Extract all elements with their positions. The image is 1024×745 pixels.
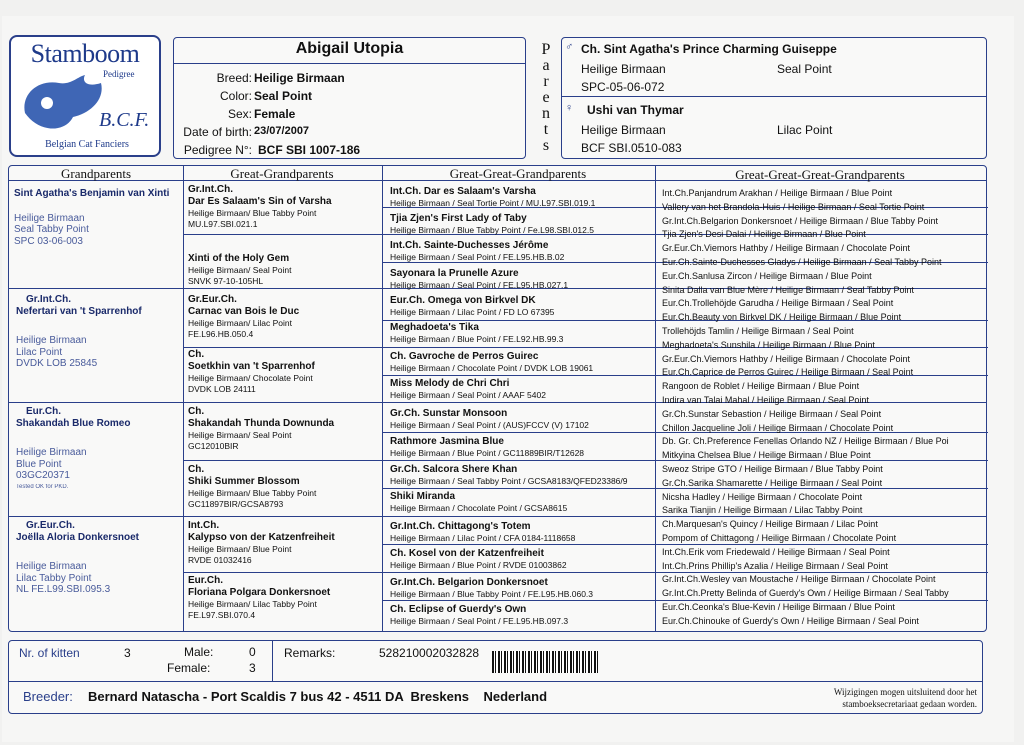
sire-breed: Heilige Birmaan xyxy=(581,62,666,76)
dam-color: Lilac Point xyxy=(777,123,833,137)
breed-value: Heilige Birmaan xyxy=(254,71,345,85)
ggp-name: Shakandah Thunda Downunda xyxy=(188,418,335,429)
parents-letter: P xyxy=(541,41,551,58)
sire-name: Ch. Sint Agatha's Prince Charming Guiseppe xyxy=(581,42,837,56)
ggg-entry: Eur.Ch.Beauty von Birkvel DK / Heilige Birmaan / Blue Point xyxy=(662,312,902,323)
ggp-title: Eur.Ch. xyxy=(188,575,224,586)
gggp-desc: Heilige Birmaan / Lilac Point / CFA 0184-1118658 xyxy=(390,533,576,543)
great-great-grandparents-header: Great-Great-Grandparents xyxy=(449,166,587,181)
ggg-entry: Eur.Ch.Sainte-Duchesses Gladys / Heilige Birmaan / Seal Tabby Point xyxy=(662,256,942,267)
ggg-entry: Eur.Ch.Trollehöjde Garudha / Heilige Birmaan / Seal Point xyxy=(662,298,894,309)
ggg-entry: Chillon Jacqueline Joli / Heilige Birmaan / Chocolate Point xyxy=(662,422,894,433)
pedigree-no-value: BCF SBI 1007-186 xyxy=(258,143,361,157)
breed-label: Breed: xyxy=(216,71,252,85)
ggp-name: Soetkhin van 't Sparrenhof xyxy=(188,361,315,372)
female-symbol-icon: ♀ xyxy=(565,102,574,114)
change-notice-line: stamboeksecretariaat gedaan worden. xyxy=(842,699,977,709)
gp-breed: Heilige Birmaan xyxy=(16,335,87,346)
ggp-title: Int.Ch. xyxy=(188,520,220,531)
ggp-cell xyxy=(188,294,378,340)
gggp-name: Ch. Eclipse of Guerdy's Own xyxy=(390,604,527,615)
ggp-reg: GC11897BIR/GCSA8793 xyxy=(188,499,284,509)
ggg-entry: Indira van Talai Mahal / Heilige Birmaan / Seal Point xyxy=(662,394,869,405)
ggp-name: Shiki Summer Blossom xyxy=(188,476,300,487)
ggp-cell xyxy=(188,253,378,287)
gggp-cell xyxy=(390,351,652,374)
ggp-name: Xinti of the Holy Gem xyxy=(188,253,290,264)
gggp-cell xyxy=(390,268,652,291)
remarks-label: Remarks: xyxy=(284,646,336,660)
gp-color: Seal Tabby Point xyxy=(14,224,89,235)
gggp-desc: Heilige Birmaan / Seal Point / AAAF 5402 xyxy=(390,390,546,400)
parents-letter: s xyxy=(542,137,550,154)
ggg-entry: Db. Gr. Ch.Preference Fenellas Orlando NZ / Heilige Birmaan / Blue Poi xyxy=(662,436,949,447)
grandparent-cell xyxy=(16,294,176,370)
gp-title: Gr.Int.Ch. xyxy=(26,294,71,305)
dam-reg: BCF SBI.0510-083 xyxy=(581,141,682,155)
gggp-name: Ch. Gavroche de Perros Guirec xyxy=(390,351,539,362)
gggp-name: Rathmore Jasmina Blue xyxy=(390,436,504,447)
ggg-entry: Eur.Ch.Chinouke of Guerdy's Own / Heilige Birmaan / Seal Point xyxy=(662,615,919,626)
gggp-desc: Heilige Birmaan / Seal Point / (AUS)FCCV (V) 17102 xyxy=(390,420,589,430)
gggp-desc: Heilige Birmaan / Seal Point / FE.L95.HB.097.3 xyxy=(390,616,569,626)
parents-letter: r xyxy=(543,73,549,90)
gp-reg: DVDK LOB 25845 xyxy=(16,358,98,369)
gggp-name: Miss Melody de Chri Chri xyxy=(390,378,510,389)
kitten-label: Nr. of kitten xyxy=(19,646,80,660)
gp-name: Shakandah Blue Romeo xyxy=(16,417,131,429)
ggg-entry: Eur.Ch.Caprice de Perros Guirec / Heilige Birmaan / Seal Point xyxy=(662,367,914,378)
gggp-name: Int.Ch. Sainte-Duchesses Jérôme xyxy=(390,240,549,251)
gggp-name: Shiki Miranda xyxy=(390,491,456,502)
gggp-name: Int.Ch. Dar es Salaam's Varsha xyxy=(390,186,536,197)
ggp-cell xyxy=(188,406,378,452)
gggp-name: Sayonara la Prunelle Azure xyxy=(390,268,519,279)
cat-silhouette-icon xyxy=(19,73,111,135)
great-grandparents-header: Great-Grandparents xyxy=(230,166,334,181)
ggg-entry: Gr.Eur.Ch.Viemors Hathby / Heilige Birmaan / Chocolate Point xyxy=(662,243,910,254)
ggg-entry: Pompom of Chittagong / Heilige Birmaan / Chocolate Point xyxy=(662,532,897,543)
change-notice-line: Wijzigingen mogen uitsluitend door het xyxy=(833,687,977,697)
barcode-number: 528210002032828 xyxy=(379,646,480,660)
gggp-name: Tjia Zjen's First Lady of Taby xyxy=(390,213,527,224)
ggp-desc: Heilige Birmaan/ Lilac Point xyxy=(188,318,292,328)
gggp-cell xyxy=(390,604,652,627)
ggg-entry: Eur.Ch.Sanlusa Zircon / Heilige Birmaan / Blue Point xyxy=(662,270,872,281)
logo-bcf: B.C.F. xyxy=(99,109,150,131)
ggg-entry: Sinita Dalla van Blue Mère / Heilige Birmaan / Seal Tabby Point xyxy=(662,284,914,295)
breeder-label: Breeder: xyxy=(23,689,73,704)
ggg-entry: Meghadoeta's Sunshila / Heilige Birmaan / Blue Point xyxy=(662,339,875,350)
cat-name: Abigail Utopia xyxy=(174,40,525,64)
breeder-value: Bernard Natascha - Port Scaldis 7 bus 42 - 4511 DA Breskens Nederland xyxy=(88,689,548,704)
parents-box xyxy=(561,37,987,159)
ggg-entry: Vallery van het Brandola-Huis / Heilige Birmaan / Seal Tortie Point xyxy=(662,201,925,212)
gggp-name: Meghadoeta's Tika xyxy=(390,322,479,333)
ggp-name: Carnac van Bois le Duc xyxy=(188,306,300,317)
ggg-grandparents-header: Great-Great-Great-Grandparents xyxy=(735,167,905,182)
grandparent-cell xyxy=(14,186,174,247)
ggp-reg: SNVK 97-10-105HL xyxy=(188,276,264,286)
ggp-title: Ch. xyxy=(188,349,205,360)
dam-breed: Heilige Birmaan xyxy=(581,123,666,137)
gggp-desc: Heilige Birmaan / Chocolate Point / GCSA8615 xyxy=(390,503,568,513)
color-label: Color: xyxy=(219,89,252,103)
gggp-cell xyxy=(390,491,652,514)
logo-subtitle: Pedigree xyxy=(103,69,135,79)
gp-color: Lilac Tabby Point xyxy=(16,572,92,584)
gggp-cell xyxy=(390,577,652,600)
gggp-cell xyxy=(390,521,652,544)
gp-reg: 03GC20371 xyxy=(16,470,70,481)
ggg-entry: Gr.Ch.Sunstar Sebastion / Heilige Birmaan / Seal Point xyxy=(662,408,882,419)
gggp-name: Gr.Int.Ch. Belgarion Donkersnoet xyxy=(390,577,548,588)
barcode xyxy=(492,651,598,673)
parents-vertical-label xyxy=(537,42,555,154)
gp-name: Joëlla Aloria Donkersnoet xyxy=(16,531,139,543)
ggp-reg: GC12010BIR xyxy=(188,441,239,451)
ggg-entry: Int.Ch.Panjandrum Arakhan / Heilige Birmaan / Blue Point xyxy=(662,188,893,198)
ggp-reg: RVDE 01032416 xyxy=(188,555,252,565)
grandparent-cell xyxy=(16,520,176,596)
ggg-entry: Int.Ch.Prins Phillip's Azalia / Heilige Birmaan / Seal Point xyxy=(662,560,888,571)
gp-breed: Heilige Birmaan xyxy=(16,561,87,572)
gggp-cell xyxy=(390,213,652,236)
parents-letter: n xyxy=(542,105,550,122)
ggp-name: Floriana Polgara Donkersnoet xyxy=(188,587,331,598)
ggp-reg: MU.L97.SBI.021.1 xyxy=(188,219,258,229)
ggp-desc: Heilige Birmaan/ Seal Point xyxy=(188,265,292,275)
ggp-name: Kalypso von der Katzenfreiheit xyxy=(188,532,335,543)
ggp-desc: Heilige Birmaan/ Blue Tabby Point xyxy=(188,488,317,498)
gp-color: Lilac Point xyxy=(16,346,63,358)
ggp-cell xyxy=(188,184,378,230)
gggp-name: Eur.Ch. Omega von Birkvel DK xyxy=(390,295,536,306)
ggp-cell xyxy=(188,349,378,395)
ggp-reg: DVDK LOB 24111 xyxy=(188,384,256,394)
ggg-entry: Tjia Zjen's Desi Dalai / Heilige Birmaan / Blue Point xyxy=(662,229,866,240)
cat-info-box xyxy=(173,37,526,159)
gp-reg: NL FE.L99.SBI.095.3 xyxy=(16,584,111,595)
ggp-desc: Heilige Birmaan/ Blue Tabby Point xyxy=(188,208,317,218)
ggg-list xyxy=(662,187,982,629)
gp-color: Blue Point xyxy=(16,458,62,470)
ggp-desc: Heilige Birmaan/ Blue Point xyxy=(188,544,292,554)
gggp-cell xyxy=(390,240,652,263)
gggp-name: Ch. Kosel von der Katzenfreiheit xyxy=(390,548,544,559)
gp-name: Nefertari van 't Sparrenhof xyxy=(16,305,142,317)
stamboom-logo xyxy=(9,35,161,157)
gggp-desc: Heilige Birmaan / Lilac Point / FD LO 67395 xyxy=(390,307,555,317)
ggp-desc: Heilige Birmaan/ Seal Point xyxy=(188,430,292,440)
ggg-entry: Sarika Tianjin / Heilige Birmaan / Lilac Tabby Point xyxy=(662,505,863,516)
ggg-entry: Int.Ch.Erik vom Friedewald / Heilige Birmaan / Seal Point xyxy=(662,546,890,557)
gggp-cell xyxy=(390,378,652,401)
gggp-desc: Heilige Birmaan / Seal Point / FE.L95.HB.027.1 xyxy=(390,280,569,290)
parents-letter: t xyxy=(543,121,549,138)
ggp-reg: FE.L97.SBI.070.4 xyxy=(188,610,256,620)
gggp-desc: Heilige Birmaan / Seal Point / FE.L95.HB.B.02 xyxy=(390,252,565,262)
ggg-entry: Sweoz Stripe GTO / Heilige Birmaan / Blue Tabby Point xyxy=(662,463,883,474)
ggp-cell xyxy=(188,520,378,566)
gggp-desc: Heilige Birmaan / Seal Tabby Point / GCSA8183/QFED23386/9 xyxy=(390,476,628,486)
gggp-name: Gr.Ch. Salcora Shere Khan xyxy=(390,464,518,475)
ggp-name: Dar Es Salaam's Sin of Varsha xyxy=(188,196,332,207)
grandparent-cell xyxy=(16,406,176,493)
change-notice xyxy=(799,686,977,710)
gggp-cell xyxy=(390,295,652,318)
gp-reg: SPC 03-06-003 xyxy=(14,235,83,247)
gggp-desc: Heilige Birmaan / Seal Tortie Point / MU.L97.SBI.019.1 xyxy=(390,198,596,208)
male-count: 0 xyxy=(249,645,256,659)
gggp-cell xyxy=(390,436,652,459)
ggp-title: Ch. xyxy=(188,406,205,417)
logo-club: Belgian Cat Fanciers xyxy=(45,139,129,150)
male-symbol-icon: ♂ xyxy=(565,41,574,53)
gp-name: Sint Agatha's Benjamin van Xinti xyxy=(14,188,170,199)
ggp-title: Gr.Eur.Ch. xyxy=(188,294,237,305)
ggg-entry: Gr.Int.Ch.Belgarion Donkersnoet / Heilige Birmaan / Blue Tabby Point xyxy=(662,215,938,226)
gggp-cell xyxy=(390,186,652,209)
gggp-cell xyxy=(390,322,652,345)
ggg-entry: Gr.Int.Ch.Pretty Belinda of Guerdy's Own / Heilige Birmaan / Seal Tabby xyxy=(662,588,949,599)
logo-title: Stamboom xyxy=(30,39,140,68)
kitten-count: 3 xyxy=(124,646,131,660)
ggp-desc: Heilige Birmaan/ Lilac Tabby Point xyxy=(188,599,317,609)
sire-reg: SPC-05-06-072 xyxy=(581,80,665,94)
ggp-title: Ch. xyxy=(188,464,205,475)
gggp-desc: Heilige Birmaan / Blue Point / RVDE 01003862 xyxy=(390,560,567,570)
gp-breed: Heilige Birmaan xyxy=(16,447,87,458)
ggg-entry: Gr.Eur.Ch.Viemors Hathby / Heilige Birmaan / Chocolate Point xyxy=(662,353,910,364)
sex-label: Sex: xyxy=(227,107,252,121)
dob-value: 23/07/2007 xyxy=(254,125,310,137)
ggg-entry: Trollehöjds Tamlin / Heilige Birmaan / Seal Point xyxy=(662,325,854,336)
ggg-entry: Nicsha Hadley / Heilige Birmaan / Chocolate Point xyxy=(662,491,863,502)
ggg-entry: Gr.Int.Ch.Wesley van Moustache / Heilige Birmaan / Chocolate Point xyxy=(662,574,936,585)
gp-breed: Heilige Birmaan xyxy=(14,212,85,224)
ggp-cell xyxy=(188,575,378,621)
sex-value: Female xyxy=(254,107,296,121)
color-value: Seal Point xyxy=(254,89,313,103)
female-count: 3 xyxy=(249,661,256,675)
ggp-cell xyxy=(188,464,378,510)
ggp-reg: FE.L96.HB.050.4 xyxy=(188,329,254,339)
ggp-desc: Heilige Birmaan/ Chocolate Point xyxy=(188,373,313,383)
gp-title: Gr.Eur.Ch. xyxy=(26,520,75,531)
gggp-desc: Heilige Birmaan / Blue Point / FE.L92.HB.99.3 xyxy=(390,334,564,344)
parents-letter: a xyxy=(542,57,550,74)
ggg-entry: Gr.Ch.Sarika Shamarette / Heilige Birmaan / Seal Point xyxy=(662,477,883,488)
parents-letter: e xyxy=(542,89,550,106)
gggp-name: Gr.Ch. Sunstar Monsoon xyxy=(390,408,508,419)
gggp-desc: Heilige Birmaan / Blue Tabby Point / Fe.L98.SBI.012.5 xyxy=(390,225,594,235)
gggp-name: Gr.Int.Ch. Chittagong's Totem xyxy=(390,521,531,532)
gggp-desc: Heilige Birmaan / Blue Tabby Point / FE.L95.HB.060.3 xyxy=(390,589,594,599)
ggp-title: Gr.Int.Ch. xyxy=(188,184,233,195)
female-label: Female: xyxy=(167,661,211,675)
dob-label: Date of birth: xyxy=(183,125,252,139)
gp-note: Tested OK for PKD. xyxy=(16,483,69,490)
sire-color: Seal Point xyxy=(777,62,832,76)
gggp-desc: Heilige Birmaan / Chocolate Point / DVDK LOB 19061 xyxy=(390,363,594,373)
ggg-entry: Mitkyina Chelsea Blue / Heilige Birmaan / Blue Point xyxy=(662,450,871,461)
male-label: Male: xyxy=(184,645,214,659)
ggg-entry: Eur.Ch.Ceonka's Blue-Kevin / Heilige Birmaan / Blue Point xyxy=(662,601,895,612)
gggp-cell xyxy=(390,464,652,487)
gp-title: Eur.Ch. xyxy=(26,406,62,417)
gggp-cell xyxy=(390,408,652,431)
gggp-desc: Heilige Birmaan / Blue Point / GC11889BIR/T12628 xyxy=(390,448,585,458)
dam-name: Ushi van Thymar xyxy=(587,103,684,117)
gggp-cell xyxy=(390,548,652,571)
grandparents-header: Grandparents xyxy=(60,166,132,181)
pedigree-no-label: Pedigree N°: xyxy=(183,143,252,157)
ggg-entry: Ch.Marquesan's Quincy / Heilige Birmaan / Lilac Point xyxy=(662,519,878,530)
ggg-entry: Rangoon de Roblet / Heilige Birmaan / Blue Point xyxy=(662,381,860,392)
